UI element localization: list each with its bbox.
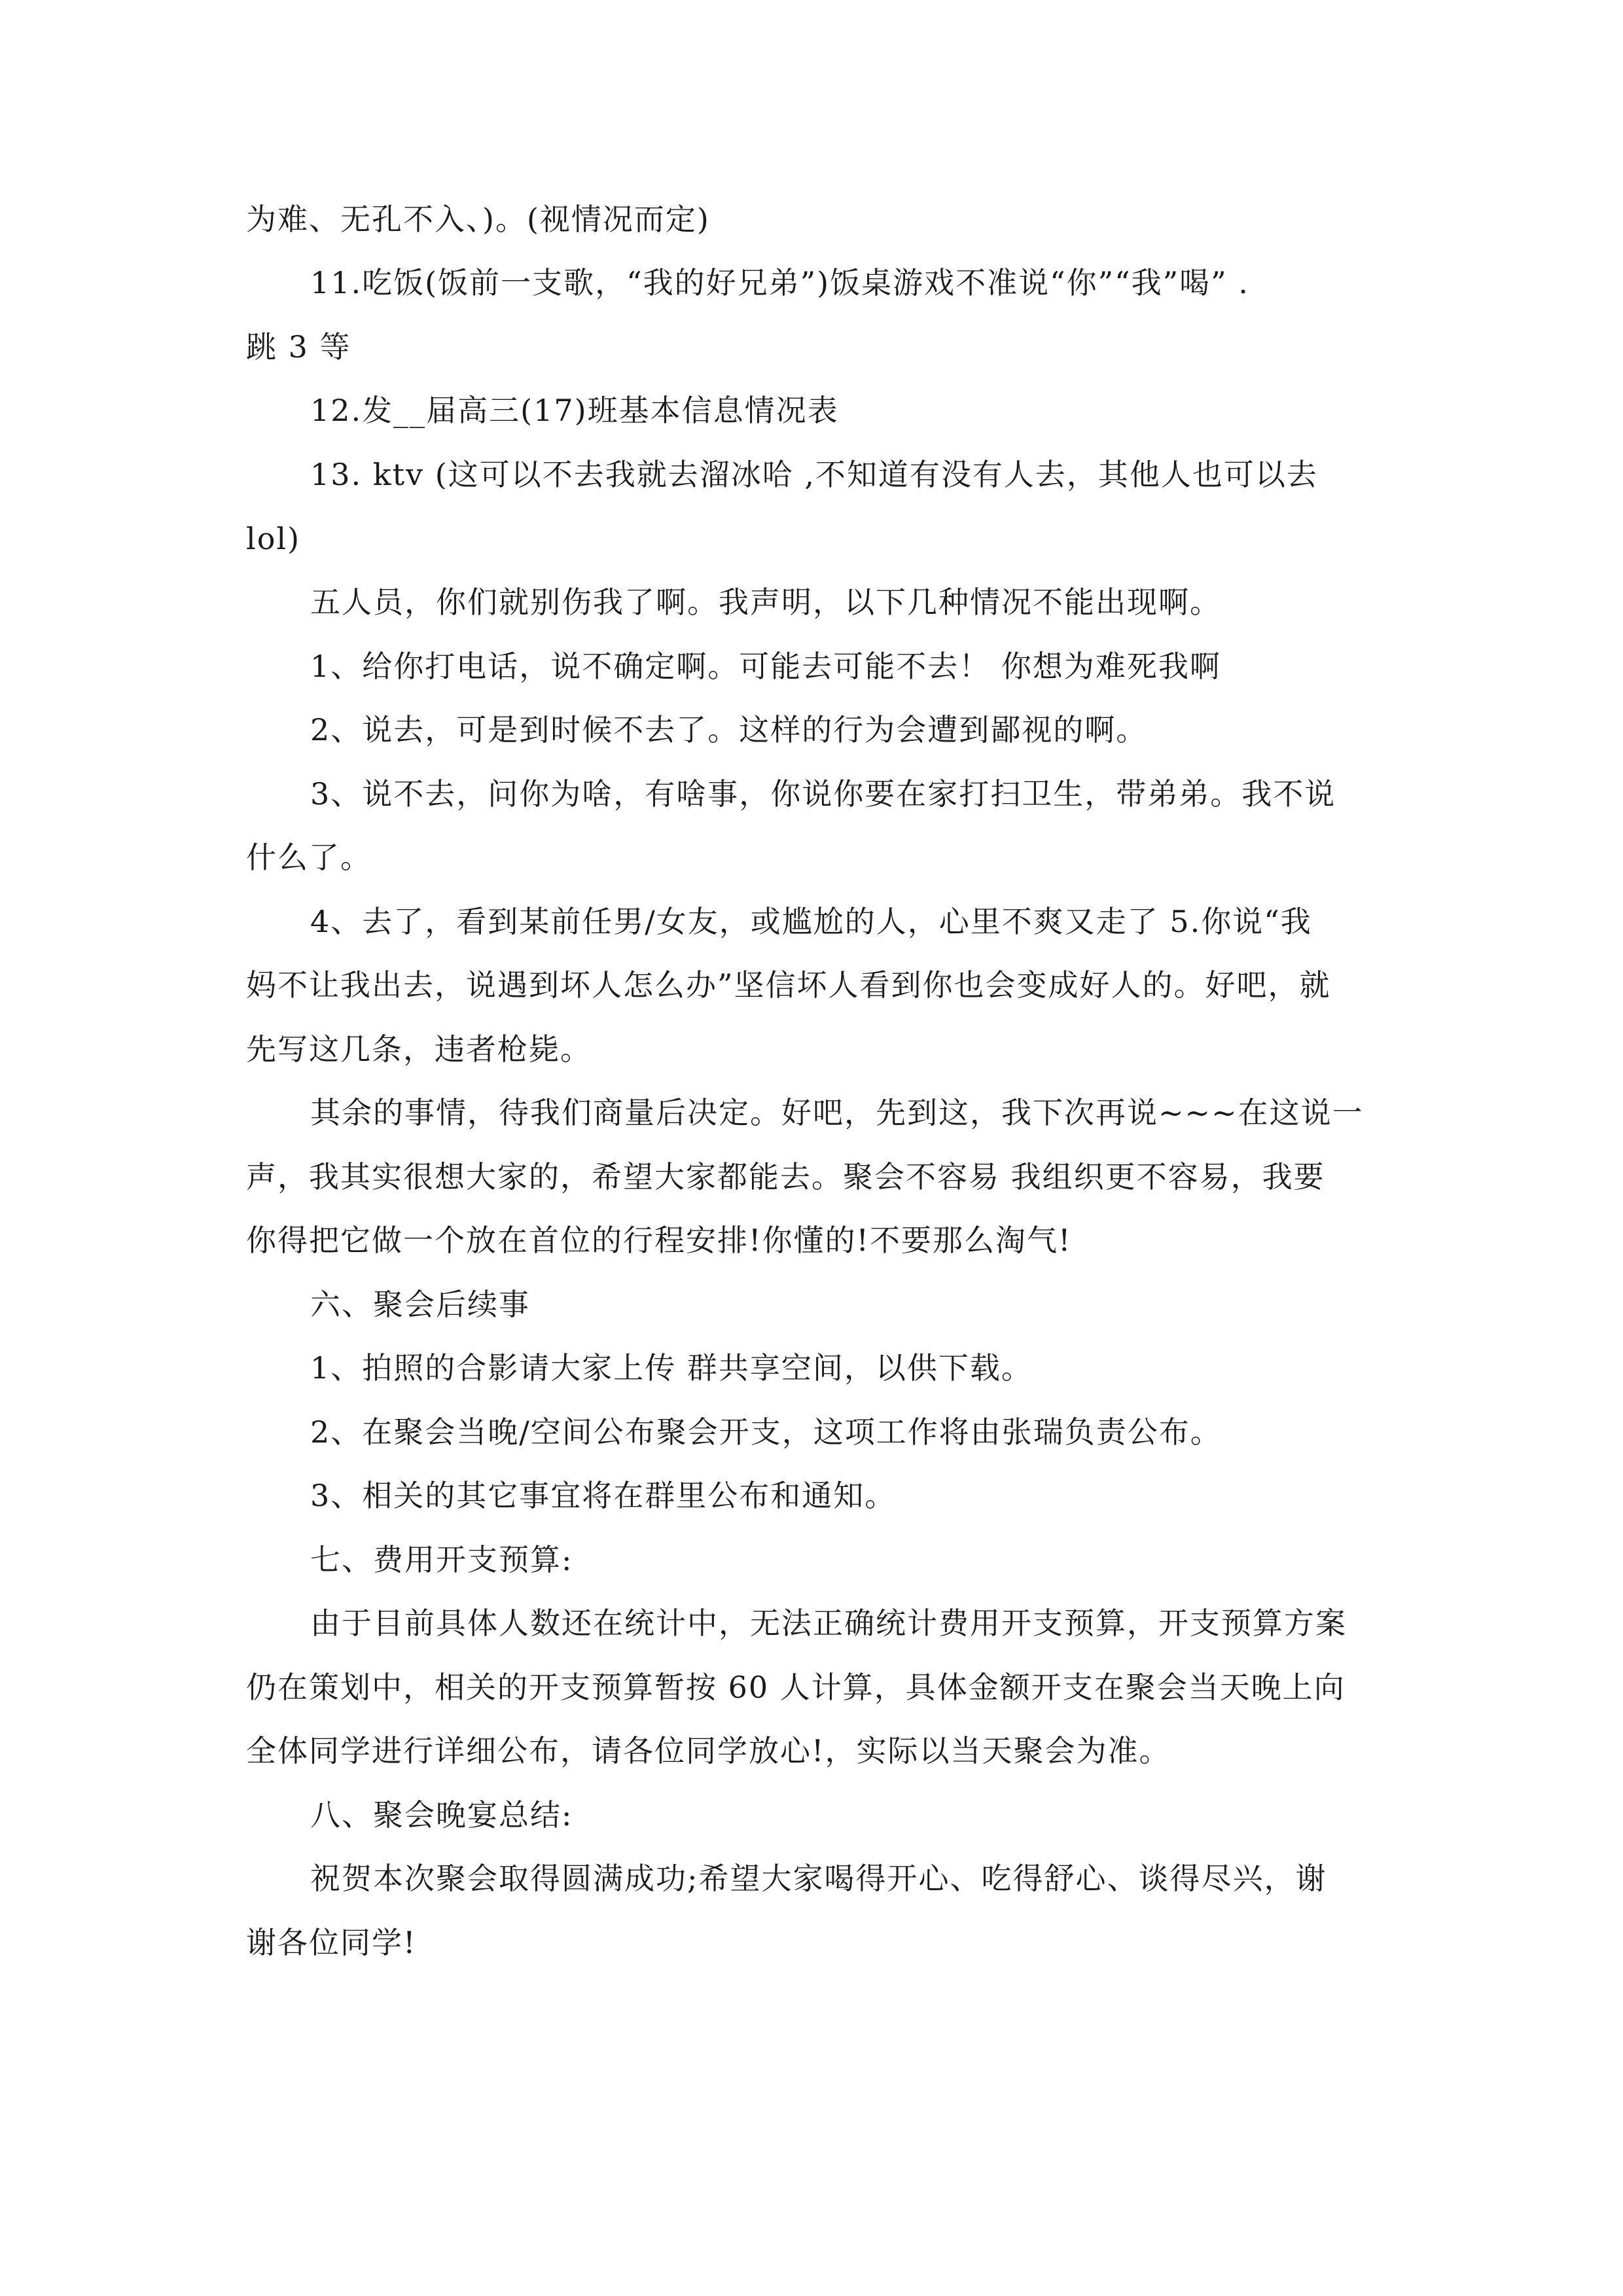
text-line: 谢各位同学! — [246, 1925, 417, 1960]
text-line: 12.发__届高三(17)班基本信息情况表 — [310, 393, 839, 428]
text-line: 跳 3 等 — [246, 329, 351, 365]
text-line: 4、去了，看到某前任男/女友，或尴尬的人，心里不爽又走了 5.你说“我 — [310, 904, 1312, 939]
text-line: 2、说去，可是到时候不去了。这样的行为会遭到鄙视的啊。 — [310, 712, 1148, 747]
text-line: 全体同学进行详细公布，请各位同学放心!，实际以当天聚会为准。 — [246, 1733, 1171, 1768]
text-line: 由于目前具体人数还在统计中，无法正确统计费用开支预算，开支预算方案 — [310, 1605, 1347, 1641]
text-line: 声，我其实很想大家的，希望大家都能去。聚会不容易 我组织更不容易，我要 — [246, 1159, 1325, 1194]
text-line: 五人员，你们就别伤我了啊。我声明，以下几种情况不能出现啊。 — [310, 584, 1221, 620]
text-line: lol) — [246, 521, 301, 556]
text-line: 什么了。 — [246, 840, 372, 875]
text-line: 仍在策划中，相关的开支预算暂按 60 人计算，具体金额开支在聚会当天晚上向 — [246, 1670, 1346, 1705]
text-line: 1、给你打电话，说不确定啊。可能去可能不去！ 你想为难死我啊 — [310, 649, 1221, 684]
text-line: 11.吃饭(饭前一支歌，“我的好兄弟”)饭桌游戏不准说“你”“我”喝” . — [310, 265, 1249, 300]
text-line: 13. ktv (这可以不去我就去溜冰哈 ,不知道有没有人去，其他人也可以去 — [310, 457, 1318, 492]
section-heading: 六、聚会后续事 — [310, 1287, 530, 1322]
text-line: 先写这几条，违者枪毙。 — [246, 1031, 592, 1067]
text-line: 你得把它做一个放在首位的行程安排!你懂的!不要那么淘气! — [246, 1223, 1072, 1258]
text-line: 为难、无孔不入、)。(视情况而定) — [246, 202, 710, 237]
text-line: 3、相关的其它事宜将在群里公布和通知。 — [310, 1478, 897, 1513]
text-line: 祝贺本次聚会取得圆满成功;希望大家喝得开心、吃得舒心、谈得尽兴，谢 — [310, 1861, 1327, 1896]
section-heading: 八、聚会晚宴总结: — [310, 1797, 573, 1833]
text-line: 妈不让我出去，说遇到坏人怎么办”坚信坏人看到你也会变成好人的。好吧，就 — [246, 967, 1331, 1003]
text-line: 2、在聚会当晚/空间公布聚会开支，这项工作将由张瑞负责公布。 — [310, 1414, 1222, 1450]
text-line: 3、说不去，问你为啥，有啥事，你说你要在家打扫卫生，带弟弟。我不说 — [310, 776, 1336, 812]
text-line: 其余的事情，待我们商量后决定。好吧，先到这，我下次再说~~~在这说一 — [310, 1095, 1364, 1130]
section-heading: 七、费用开支预算: — [310, 1542, 573, 1577]
text-line: 1、拍照的合影请大家上传 群共享空间，以供下载。 — [310, 1350, 1033, 1386]
